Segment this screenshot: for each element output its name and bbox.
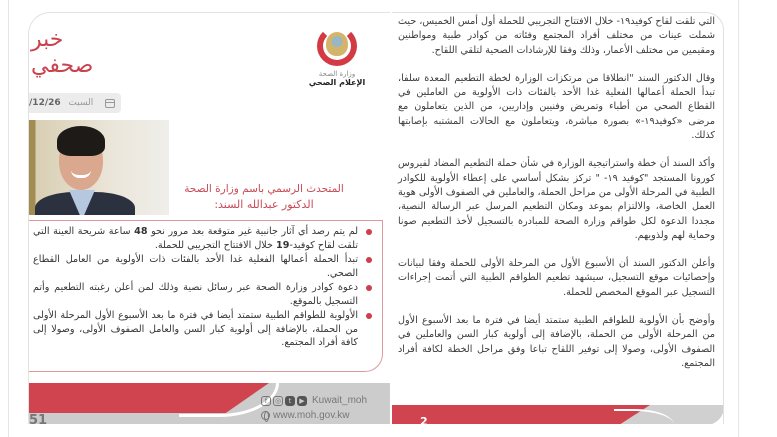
headline [29, 27, 99, 79]
page-number: 2 [420, 415, 428, 424]
press-release-image-left[interactable] [28, 12, 390, 424]
key-point: الأولوية للطواقم الطبية ستمتد أيضا في فترة ما بعد الأسبوع الأول المرحلة الأولى من الحملة، بالإضافة إلى أولوية كبار السن والعامل الصفوف الأولى، وصولا إلى كافة أفراد المجتمع. [33, 309, 372, 350]
key-point: لم يتم رصد أي آثار جانبية غير متوقعة بعد مرور نحو 48 ساعة شريحة العينة التي تلقت لقاح كوفيد-19 خلال الافتتاح التجريبي للحملة. [33, 225, 372, 252]
spokesperson-name: الدكتور عبدالله السند: [214, 198, 314, 211]
footer-red-stripe [392, 405, 650, 424]
frame-border-right [738, 0, 739, 437]
twitter-icon: t [285, 396, 295, 406]
key-point: تبدأ الحملة أعمالها الفعلية غدا الأحد بالفئات ذات الأولوية من العامل القطاع الصحي. [33, 253, 372, 280]
social-row [261, 395, 367, 406]
footer-band-right [392, 405, 724, 424]
social-handle: Kuwait_moh [312, 395, 368, 406]
headline-line-1: خبر [31, 27, 64, 52]
date-chip [29, 93, 121, 113]
article-body [392, 13, 723, 371]
globe-icon [261, 411, 270, 420]
instagram-icon: ◎ [274, 396, 282, 405]
facebook-icon: f [261, 396, 271, 406]
ministry-logo [302, 26, 372, 87]
footer-band [29, 383, 390, 424]
article-paragraph: وأعلن الدكتور السند أن الأسبوع الأول من المرحلة الأولى للحملة وفقا لبيانات وإحصائيات موقع التسجيل، سيشهد تطعيم الطواقم الطبية التي أتمت إجراءات التسجيل عبر الموقع المخصص للحملة. [398, 258, 715, 298]
date-value: /12/26 [29, 98, 61, 108]
website-row [261, 410, 350, 421]
logo-department: الإعلام الصحي [308, 78, 366, 87]
article-paragraph: وأوضح بأن الأولوية للطواقم الطبية ستمتد أيضا في فترة ما بعد الأسبوع الأول من المرحلة الأولى من الحملة، بالإضافة إلى أولوية كبار السن والعاملين في الصفوف الأولى، وصولا إلى توفير اللقاح تباعا وفق مراحل الخطة لكافة أفراد المجتمع. [398, 315, 715, 369]
article-paragraph: التي تلقت لقاح كوفيد١٩- خلال الافتتاح التجريبي للحملة أول أمس الخميس، حيث شملت عينات من مختلف أفراد المجتمع وفئاته من كوادر طبية ومواطنين ومقيمين من مختلف الأعمار، وذلك وفقا للإرشادات الصحية لتلقي اللقاح. [398, 16, 716, 56]
press-release-image-right[interactable] [392, 12, 724, 424]
spokesperson-caption [164, 181, 364, 213]
website-url: www.moh.gov.kw [273, 410, 350, 421]
kuwait-emblem-icon [317, 26, 357, 66]
spokesperson-photo [29, 120, 169, 215]
key-point: دعوة كوادر وزارة الصحة عبر رسائل نصية وذلك لمن أعلن رغبته التطعيم وأتم التسجيل بالموقع. [33, 281, 372, 308]
article-paragraph: وأكد السند أن خطة واستراتيجية الوزارة في شأن حملة التطعيم المضاد لفيروس كورونا المستجد "كوفيد ١٩- " تركز بشكل أساسي على إعطاء الأولوية للكوادر الطبية في المرحلة الأولى من مراحل الحملة، والعاملين في الصفوف الأولى هوية العمل الخاصة، والالتزام بموعد ومكان التطعيم المرسل عبر الرسالة النصية، مجددا الدعوة لكل طواقم وزارة الصحة للمبادرة بالتسجيل لأخذ التطعيم صونا وحماية لهم ولذويهم. [398, 158, 715, 241]
frame-border-left [8, 0, 9, 437]
article-paragraph: وقال الدكتور السند "انطلاقا من مرتكزات الوزارة لخطة التطعيم المعدة سلفا، تبدأ الحملة أعمالها الفعلية غدا الأحد بالفئات ذات الأولوية من العاملين في القطاع الصحي من أطباء وتمريض وفنيين وإداريين، من الذين يتعاملون مع مرضى «كوفيد١٩-» بصورة مباشرة، ويتعاملون مع الحالات المشتبه بإصابتها كذلك. [398, 72, 715, 142]
date-day: السبت [68, 98, 94, 108]
key-points-box [29, 220, 383, 372]
spokesperson-title: المتحدث الرسمي باسم وزارة الصحة [184, 183, 344, 195]
youtube-icon: ▶ [297, 396, 307, 406]
calendar-icon [105, 99, 115, 108]
headline-line-2: صحفي [31, 53, 94, 78]
logo-ministry: وزارة الصحة [318, 70, 356, 78]
footer-divider-curve [614, 409, 674, 424]
page-number: 51 [29, 413, 48, 424]
